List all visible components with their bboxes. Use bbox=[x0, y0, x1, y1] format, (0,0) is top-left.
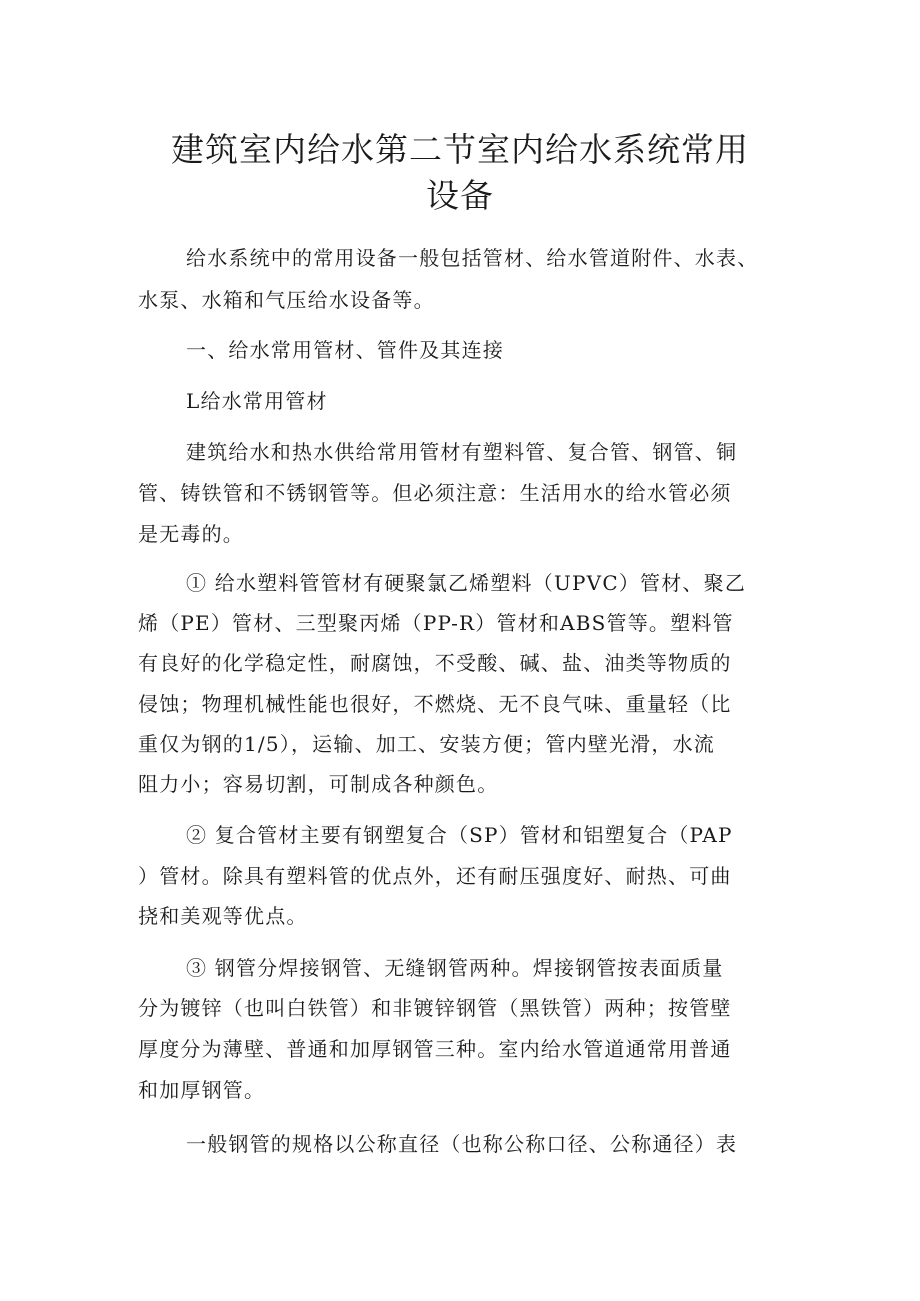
subsection-heading: L给水常用管材 bbox=[186, 389, 328, 413]
paragraph-line: 烯（PE）管材、三型聚丙烯（PP-R）管材和ABS管等。塑料管 bbox=[138, 611, 734, 635]
section-heading: 一、给水常用管材、管件及其连接 bbox=[186, 338, 504, 362]
paragraph-line: 一般钢管的规格以公称直径（也称公称口径、公称通径）表 bbox=[186, 1132, 738, 1156]
paragraph-line: 挠和美观等优点。 bbox=[138, 904, 308, 928]
paragraph-line: 侵蚀；物理机械性能也很好，不燃烧、无不良气味、重量轻（比 bbox=[138, 692, 732, 716]
paragraph-line: 厚度分为薄壁、普通和加厚钢管三种。室内给水管道通常用普通 bbox=[138, 1037, 732, 1061]
paragraph-line: 重仅为钢的1/5），运输、加工、安装方便；管内壁光滑，水流 bbox=[138, 732, 715, 756]
paragraph-line: 管、铸铁管和不锈钢管等。但必须注意：生活用水的给水管必须 bbox=[138, 481, 732, 505]
paragraph-line: 给水系统中的常用设备一般包括管材、给水管道附件、水表、 bbox=[186, 246, 759, 270]
paragraph-line: ）管材。除具有塑料管的优点外，还有耐压强度好、耐热、可曲 bbox=[138, 864, 732, 888]
document-title-line1: 建筑室内给水第二节室内给水系统常用 bbox=[171, 130, 749, 169]
paragraph-line: 分为镀锌（也叫白铁管）和非镀锌钢管（黑铁管）两种；按管壁 bbox=[138, 996, 732, 1020]
paragraph-line: 水泵、水箱和气压给水设备等。 bbox=[138, 288, 435, 312]
paragraph-line: 有良好的化学稳定性，耐腐蚀，不受酸、碱、盐、油类等物质的 bbox=[138, 651, 732, 675]
paragraph-line: 和加厚钢管。 bbox=[138, 1078, 266, 1102]
paragraph-line: ③ 钢管分焊接钢管、无缝钢管两种。焊接钢管按表面质量 bbox=[186, 956, 724, 980]
paragraph-line: 建筑给水和热水供给常用管材有塑料管、复合管、钢管、铜 bbox=[186, 440, 738, 464]
paragraph-line: 是无毒的。 bbox=[138, 522, 244, 546]
document-title-line2: 设备 bbox=[426, 176, 494, 215]
paragraph-line: 阻力小；容易切割，可制成各种颜色。 bbox=[138, 772, 499, 796]
paragraph-line: ① 给水塑料管管材有硬聚氯乙烯塑料（UPVC）管材、聚乙 bbox=[186, 571, 747, 595]
paragraph-line: ② 复合管材主要有钢塑复合（SP）管材和铝塑复合（PAP bbox=[186, 823, 733, 847]
